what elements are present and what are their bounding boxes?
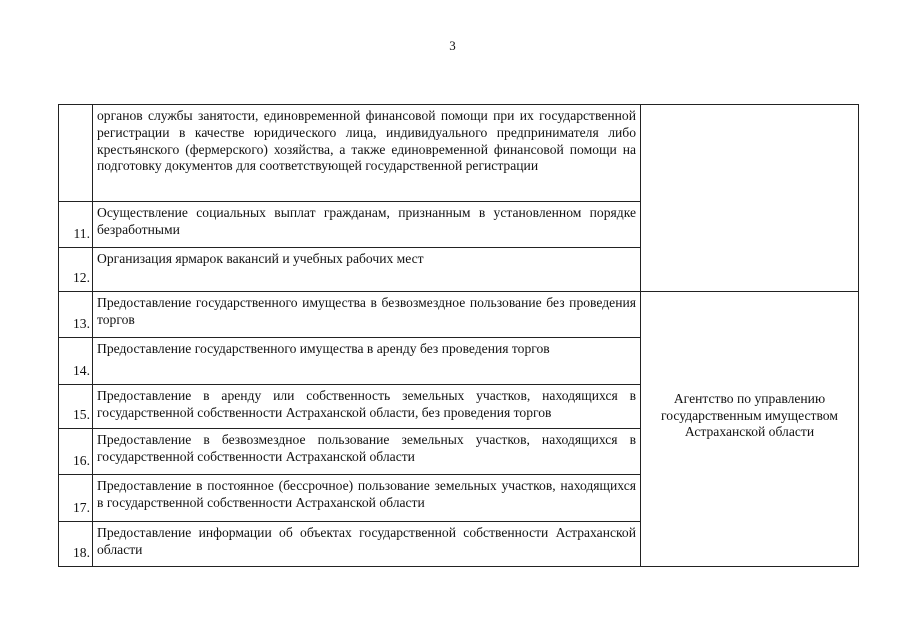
row-number: 18.	[59, 522, 93, 567]
services-table	[58, 104, 859, 567]
table-row	[59, 292, 859, 338]
row-number: 13.	[59, 292, 93, 338]
table-row	[59, 105, 859, 202]
service-cell: Организация ярмарок вакансий и учебных рабочих мест	[93, 248, 641, 292]
service-cell: Предоставление в аренду или собственность земельных участков, находящихся в государственной собственности Астраханской области, без проведения торгов	[93, 385, 641, 429]
row-number: 15.	[59, 385, 93, 429]
row-number: 16.	[59, 429, 93, 475]
service-cell: Предоставление государственного имущества в безвозмездное пользование без проведения торгов	[93, 292, 641, 338]
row-number	[59, 105, 93, 202]
row-number: 11.	[59, 202, 93, 248]
service-cell: Предоставление в постоянное (бессрочное) пользование земельных участков, находящихся в государственной собственности Астраханской области	[93, 475, 641, 522]
row-number: 17.	[59, 475, 93, 522]
row-number: 12.	[59, 248, 93, 292]
page-number: 3	[449, 38, 456, 53]
row-number: 14.	[59, 338, 93, 385]
service-cell: Предоставление государственного имущества в аренду без проведения торгов	[93, 338, 641, 385]
agency-cell	[641, 292, 859, 567]
agency-cell-empty	[641, 105, 859, 292]
service-cell: Предоставление в безвозмездное пользование земельных участков, находящихся в государственной собственности Астраханской области	[93, 429, 641, 475]
service-cell: Осуществление социальных выплат гражданам, признанным в установленном порядке безработными	[93, 202, 641, 248]
service-cell: Предоставление информации об объектах государственной собственности Астраханской области	[93, 522, 641, 567]
service-cell: органов службы занятости, единовременной финансовой помощи при их государственной регистрации в качестве юридического лица, индивидуального предпринимателя либо крестьянского (фермерского) хозяйства, а также единовременной финансовой помощи на подготовку документов для соответствующей государственной регистрации	[93, 105, 641, 202]
agency-name: Агентство по управлению государственным имуществом Астраханской области	[661, 390, 838, 440]
